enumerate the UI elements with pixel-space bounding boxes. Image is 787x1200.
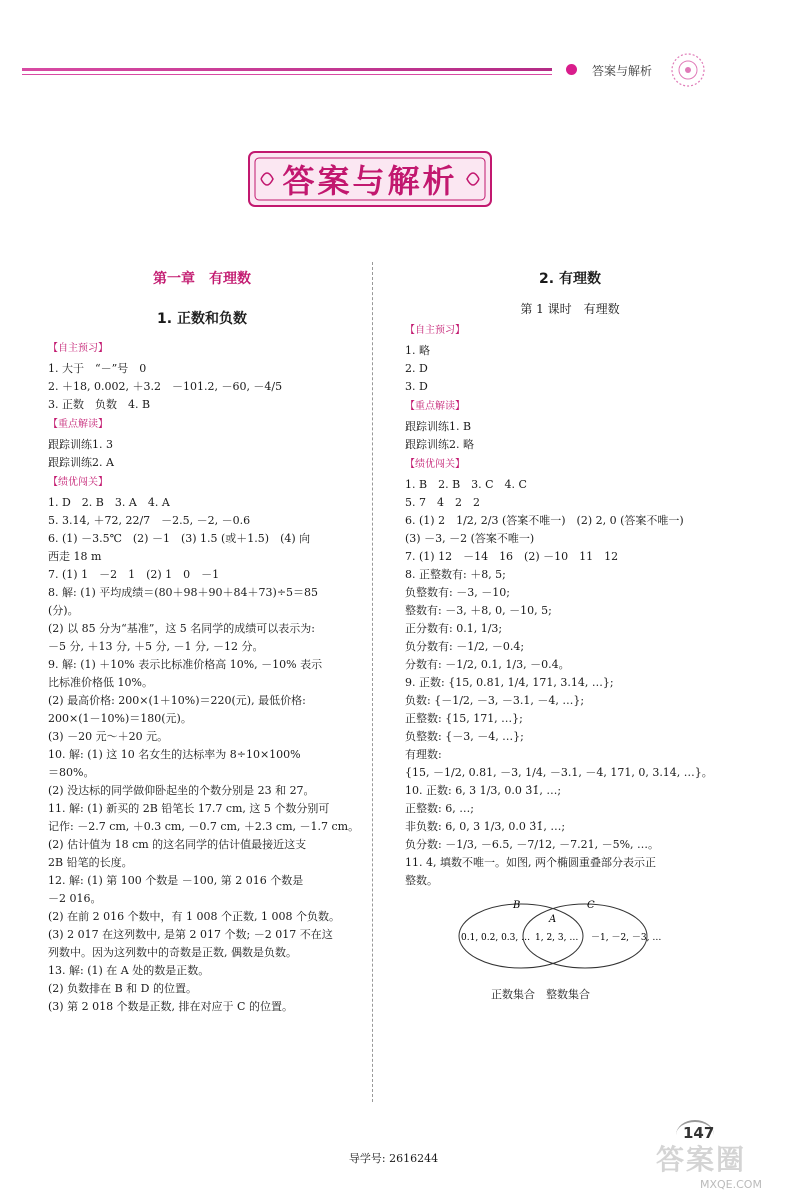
answer-line: 8. 解: (1) 平均成绩＝(80＋98＋90＋84＋73)÷5＝85 [48, 586, 319, 599]
answer-line: －5 分, ＋13 分, ＋5 分, －1 分, －12 分。 [48, 640, 264, 653]
answer-line: 11. 解: (1) 新买的 2B 铅笔长 17.7 cm, 这 5 个数分别可 [48, 802, 330, 815]
answer-line: 跟踪训练2. A [48, 456, 114, 469]
answer-line: 非负数: 6, 0, 3 1/3, 0.0 3̇1̇, …; [405, 820, 566, 833]
answer-line: (3) 第 2 018 个数是正数, 排在对应于 C 的位置。 [48, 1000, 293, 1013]
answer-line: 西走 18 m [48, 550, 102, 563]
venn-mid-values: 1, 2, 3, … [535, 933, 579, 943]
answer-line: 9. 正数: {15, 0.81, 1/4, 171, 3.14, …}; [405, 676, 614, 689]
venn-label-a: A [549, 914, 557, 925]
watermark: 答案圈 [656, 1143, 747, 1176]
answer-line: 正分数有: 0.1, 1/3; [405, 622, 503, 635]
title-banner [247, 150, 493, 208]
answer-line: 7. (1) 12 －14 16 (2) －10 11 12 [405, 550, 619, 563]
chapter-title: 第一章 有理数 [153, 271, 251, 287]
answer-line: (2) 负数排在 B 和 D 的位置。 [48, 982, 197, 995]
answer-line: 有理数: [405, 748, 442, 761]
venn-ellipses [453, 896, 662, 976]
section-title: 1. 正数和负数 [157, 311, 247, 327]
section-tag: 【重点解读】 [48, 419, 108, 430]
answer-line: 6. (1) －3.5℃ (2) －1 (3) 1.5 (或＋1.5) (4) 向 [48, 532, 311, 545]
answer-line: (分)。 [48, 604, 79, 617]
header-rule [22, 68, 552, 71]
answer-line: 比标准价格低 10%。 [48, 676, 153, 689]
answer-line: (3) －3, －2 (答案不唯一) [405, 532, 535, 545]
answer-line: 8. 正整数有: ＋8, 5; [405, 568, 506, 581]
answer-line: －2 016。 [48, 892, 102, 905]
answer-line: 正整数: 6, …; [405, 802, 474, 815]
answer-line: (2) 在前 2 016 个数中，有 1 008 个正数, 1 008 个负数。 [48, 910, 341, 923]
answer-line: 正整数: {15, 171, …}; [405, 712, 523, 725]
answer-line: 负整数: {－3, －4, …}; [405, 730, 524, 743]
watermark-url: MXQE.COM [700, 1178, 762, 1191]
section-tag: 【绩优闯关】 [405, 459, 465, 470]
answer-line: ＝80%。 [48, 766, 95, 779]
answer-line: 整数有: －3, ＋8, 0, －10, 5; [405, 604, 552, 617]
header-dot-icon [566, 64, 577, 75]
section-tag: 【重点解读】 [405, 401, 465, 412]
answer-line: 记作: －2.7 cm, ＋0.3 cm, －0.7 cm, ＋2.3 cm, －1.7 cm。 [48, 820, 360, 833]
answer-line: (3) －20 元～＋20 元。 [48, 730, 169, 743]
answer-line: 13. 解: (1) 在 A 处的数是正数。 [48, 964, 210, 977]
answer-line: 200×(1－10%)＝180(元)。 [48, 712, 192, 725]
answer-line: 跟踪训练2. 略 [405, 438, 474, 451]
answer-line: 整数。 [405, 874, 438, 887]
left-column [48, 270, 360, 1016]
answer-line: 2. ＋18, 0.002, ＋3.2 －101.2, －60, －4/5 [48, 380, 283, 393]
venn-label-c: C [587, 900, 595, 911]
section-tag: 【自主预习】 [405, 325, 465, 336]
answer-line: 5. 3.14, ＋72, 22/7 －2.5, －2, －0.6 [48, 514, 251, 527]
answer-line: 2B 铅笔的长度。 [48, 856, 133, 869]
answer-line: (3) 2 017 在这列数中, 是第 2 017 个数; －2 017 不在这 [48, 928, 333, 941]
answer-line: 3. D [405, 380, 428, 393]
answer-line: (2) 以 85 分为“基准”，这 5 名同学的成绩可以表示为: [48, 622, 316, 635]
answer-line: 跟踪训练1. B [405, 420, 472, 433]
answer-line: (2) 没达标的同学做仰卧起坐的个数分别是 23 和 27。 [48, 784, 315, 797]
answer-line: 分数有: －1/2, 0.1, 1/3, －0.4。 [405, 658, 570, 671]
answer-line: 3. 正数 负数 4. B [48, 398, 151, 411]
answer-line: 负数: {－1/2, －3, －3.1, －4, …}; [405, 694, 585, 707]
venn-diagram [453, 896, 662, 986]
venn-caption: 正数集合 整数集合 [491, 988, 590, 1001]
column-divider [372, 262, 373, 1102]
answer-line: {15, －1/2, 0.81, －3, 1/4, －3.1, －4, 171, 0, 3.14, …}。 [405, 766, 713, 779]
page-number: 147 [683, 1124, 715, 1142]
footer-code: 导学号: 2616244 [348, 1152, 439, 1165]
right-column [405, 270, 735, 1004]
section-tag: 【自主预习】 [48, 343, 108, 354]
answer-line: (2) 估计值为 18 cm 的这名同学的估计值最接近这支 [48, 838, 307, 851]
answer-line: 7. (1) 1 －2 1 (2) 1 0 －1 [48, 568, 220, 581]
answer-line: 负分数: －1/3, －6.5, －7/12, －7.21, －5%, …。 [405, 838, 660, 851]
header-label: 答案与解析 [592, 64, 653, 78]
answer-line: 12. 解: (1) 第 100 个数是 －100, 第 2 016 个数是 [48, 874, 304, 887]
answer-line: 列数中。因为这列数中的奇数是正数, 偶数是负数。 [48, 946, 297, 959]
header-rule-thin [22, 74, 552, 75]
answer-line: 1. D 2. B 3. A 4. A [48, 496, 170, 509]
venn-label-b: B [513, 900, 521, 911]
flower-emblem-icon [668, 50, 708, 90]
venn-left-values: 0.1, 0.2, 0.3, … [461, 933, 531, 943]
answer-line: 2. D [405, 362, 428, 375]
right-answer-list [405, 322, 735, 890]
answer-line: 11. 4, 填数不唯一。如图, 两个椭圆重叠部分表示正 [405, 856, 656, 869]
answer-line: (2) 最高价格: 200×(1＋10%)＝220(元), 最低价格: [48, 694, 306, 707]
left-answer-list [48, 340, 360, 1016]
answer-line: 1. 略 [405, 344, 430, 357]
answer-line: 1. 大于 “－”号 0 [48, 362, 147, 375]
section-title-right: 2. 有理数 [539, 271, 601, 287]
answer-line: 6. (1) 2 1/2, 2/3 (答案不唯一) (2) 2, 0 (答案不唯一) [405, 514, 684, 527]
venn-right-values: －1, －2, －3, … [591, 933, 662, 943]
answer-line: 10. 解: (1) 这 10 名女生的达标率为 8÷10×100% [48, 748, 301, 761]
section-tag: 【绩优闯关】 [48, 477, 108, 488]
answer-line: 9. 解: (1) ＋10% 表示比标准价格高 10%, －10% 表示 [48, 658, 323, 671]
answer-line: 10. 正数: 6, 3 1/3, 0.0 3̇1̇, …; [405, 784, 562, 797]
answer-line: 负整数有: －3, －10; [405, 586, 510, 599]
answer-line: 1. B 2. B 3. C 4. C [405, 478, 527, 491]
page-title: 答案与解析 [282, 162, 458, 200]
answer-line: 5. 7 4 2 2 [405, 496, 480, 509]
subsection-title: 第 1 课时 有理数 [520, 302, 620, 316]
answer-line: 跟踪训练1. 3 [48, 438, 113, 451]
answer-line: 负分数有: －1/2, －0.4; [405, 640, 525, 653]
